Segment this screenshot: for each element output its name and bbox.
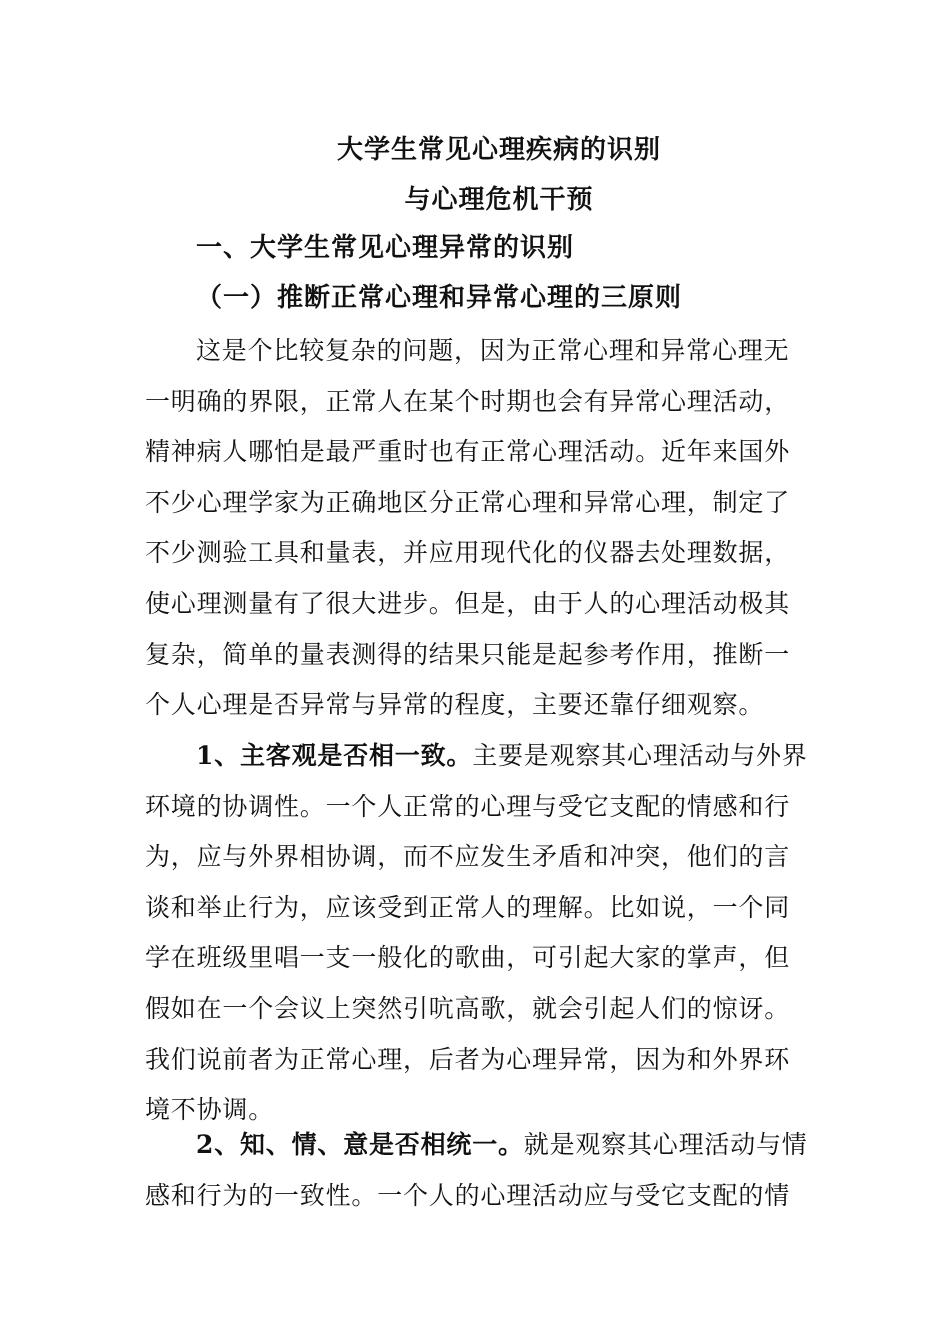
paragraph-3 (145, 1120, 808, 1221)
paragraph-lead-rest: 主要是观察其心理活动与外界 (472, 741, 808, 770)
principle-2-heading: 2、知、情、意是否相统一。 (196, 1130, 524, 1159)
paragraph-line: 环境的协调性。一个人正常的心理与受它支配的情感和行 (145, 791, 791, 821)
paragraph-line: 谈和举止行为，应该受到正常人的理解。比如说，一个同 (145, 892, 791, 922)
paragraph-lead-line (145, 731, 808, 782)
paragraph-line: 境不协调。 (145, 1095, 275, 1125)
paragraph-line: 使心理测量有了很大进步。但是，由于人的心理活动极其 (145, 588, 791, 618)
paragraph-lead-rest: 就是观察其心理活动与情 (523, 1130, 808, 1159)
paragraph-line: 感和行为的一致性。一个人的心理活动应与受它支配的情 (145, 1180, 791, 1210)
paragraph-line: 复杂，简单的量表测得的结果只能是起参考作用，推断一 (145, 639, 791, 669)
paragraph-line: 不少测验工具和量表，并应用现代化的仪器去处理数据， (145, 538, 791, 568)
document-title-line1: 大学生常见心理疾病的识别 (336, 135, 661, 165)
paragraph-line: 这是个比较复杂的问题，因为正常心理和异常心理无 (196, 336, 790, 365)
document-title-line2: 与心理危机干预 (404, 185, 594, 215)
paragraph-line: 个人心理是否异常与异常的程度，主要还靠仔细观察。 (145, 690, 765, 720)
paragraph-lead-line (145, 1120, 808, 1171)
paragraph-1 (145, 326, 795, 731)
paragraph-line: 为，应与外界相协调，而不应发生矛盾和冲突，他们的言 (145, 842, 791, 872)
paragraph-2 (145, 731, 808, 1136)
paragraph-line: 不少心理学家为正确地区分正常心理和异常心理，制定了 (145, 487, 791, 517)
principle-1-heading: 1、主客观是否相一致。 (196, 741, 473, 770)
paragraph-line: 精神病人哪怕是最严重时也有正常心理活动。近年来国外 (145, 437, 791, 467)
paragraph-line: 一明确的界限，正常人在某个时期也会有异常心理活动， (145, 386, 791, 416)
paragraph-line: 学在班级里唱一支一般化的歌曲，可引起大家的掌声，但 (145, 943, 791, 973)
paragraph-line: 我们说前者为正常心理，后者为心理异常，因为和外界环 (145, 1044, 791, 1074)
paragraph-line: 假如在一个会议上突然引吭高歌，就会引起人们的惊讶。 (145, 993, 791, 1023)
section-heading: 一、大学生常见心理异常的识别 (196, 233, 575, 263)
subsection-heading: （一）推断正常心理和异常心理的三原则 (196, 283, 683, 313)
